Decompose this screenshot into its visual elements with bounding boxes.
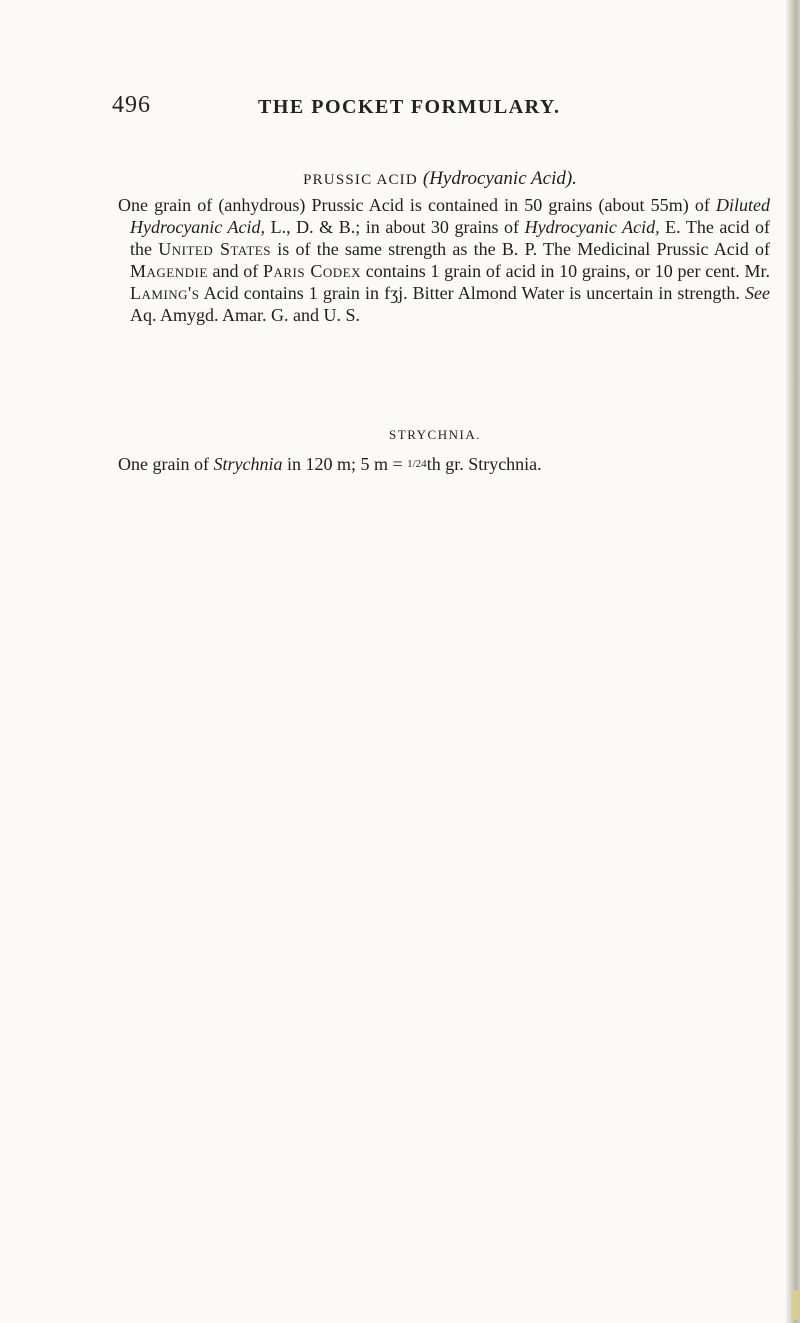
running-head: THE POCKET FORMULARY. [258,96,561,118]
text-run: in 120 m; 5 m = [282,454,408,474]
text-run: L., D. & B.; in about 30 grains of [265,217,525,237]
text-run: ) of [682,195,716,215]
prussic-acid-paragraph [118,194,770,326]
laming-term: Laming's [130,283,200,303]
see-reference: See [745,283,770,303]
text-run: is of the same strength as the B. P. The Medicinal Prussic Acid of [270,239,770,259]
text-run: contains 1 grain of acid in 10 grains, or 10 per cent. Mr. [360,261,770,281]
diluted-hydrocyanic-acid: Diluted Hydrocyanic Acid, [130,195,770,237]
magendie-term: Magendie [130,261,208,281]
text-run: th gr. Strychnia. [426,454,542,474]
scan-page-edge [786,0,800,1323]
text-run: One grain of [118,454,214,474]
page-number: 496 [112,92,151,118]
paris-codex-term: Paris Codex [262,261,361,281]
prussic-acid-title: PRUSSIC ACID [303,172,418,188]
hydrocyanic-acid-term: Hydrocyanic Acid, [524,217,660,237]
text-run: Aq. Amygd. Amar. G. and U. S. [130,305,361,325]
prussic-acid-section [118,167,770,326]
text-run: One grain of (anhydrous) Prussic Acid is contained in 50 grains (about 55 [118,195,669,215]
strychnia-section [118,423,770,475]
dose-fraction: 1/24 [407,458,427,470]
strychnia-paragraph [118,453,770,475]
text-run: E. The acid of the [130,217,770,259]
hydrocyanic-acid-subtitle: (Hydrocyanic Acid). [422,168,577,189]
united-states-term: United States [158,239,271,259]
scan-edge-highlight [793,1290,798,1320]
text-run: Acid contains 1 grain in fʒj. Bitter Almond Water is uncertain in strength. [199,283,746,303]
text-run: and of [207,261,263,281]
strychnia-term: Strychnia [213,454,283,474]
prussic-acid-heading [110,167,770,192]
strychnia-heading: STRYCHNIA. [389,427,481,442]
minim-symbol: m [668,195,683,215]
